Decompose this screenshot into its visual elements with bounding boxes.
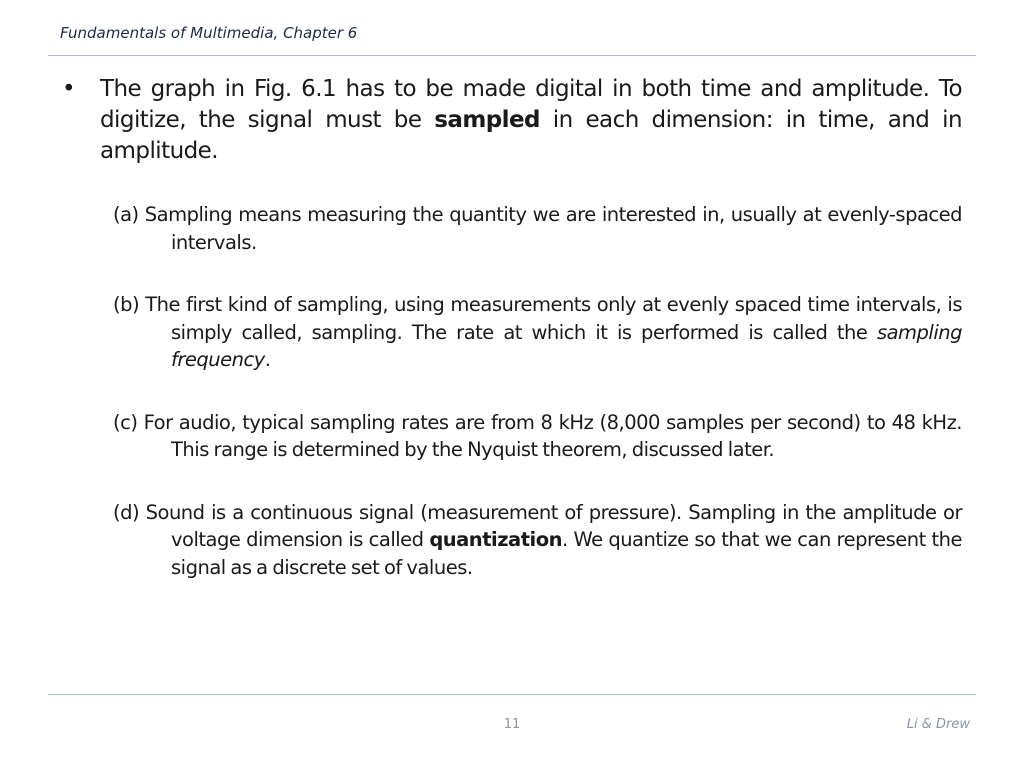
slide-content bbox=[62, 74, 962, 581]
sub-item-b bbox=[62, 291, 962, 374]
slide-header-title: Fundamentals of Multimedia, Chapter 6 bbox=[60, 24, 358, 42]
sub-item-d-text-start: (d) Sound is a continuous signal (measurement of pressure). Sampling in the amplitude or voltage dimension is called bbox=[113, 500, 962, 551]
main-bullet bbox=[62, 74, 962, 167]
main-bullet-text-end: in each dimension: in time, and in amplitude. bbox=[100, 107, 962, 164]
sub-item-d bbox=[62, 499, 962, 582]
header-divider bbox=[48, 55, 976, 56]
sub-item-d-text-end: . We quantize so that we can represent the signal as a discrete set of values. bbox=[171, 528, 963, 579]
sub-item-c-text: (c) For audio, typical sampling rates are from 8 kHz (8,000 samples per second) to 48 kHz. This range is determined by the Nyquist theorem, discussed later. bbox=[113, 410, 962, 461]
page-number: 11 bbox=[503, 717, 521, 732]
term-quantization: quantization bbox=[429, 528, 562, 551]
sub-item-a bbox=[62, 201, 962, 256]
sub-item-b-text-start: (b) The first kind of sampling, using measurements only at evenly spaced time intervals, is simply called, sampling. The rate at which it is performed is called the bbox=[113, 293, 962, 344]
sub-item-c bbox=[62, 409, 962, 464]
term-sampled: sampled bbox=[434, 107, 540, 133]
footer-divider bbox=[48, 694, 976, 695]
sub-item-a-text: (a) Sampling means measuring the quantity we are interested in, usually at evenly-spaced intervals. bbox=[113, 203, 962, 254]
main-bullet-text-start: The graph in Fig. 6.1 has to be made digital in both time and amplitude. To digitize, the signal must be bbox=[100, 76, 962, 133]
bullet-marker: • bbox=[62, 76, 76, 102]
sub-item-list bbox=[62, 201, 962, 581]
sub-item-b-text-end: . bbox=[264, 348, 271, 371]
term-sampling-frequency: sampling frequency bbox=[171, 320, 962, 371]
footer-authors: Li & Drew bbox=[906, 717, 970, 732]
